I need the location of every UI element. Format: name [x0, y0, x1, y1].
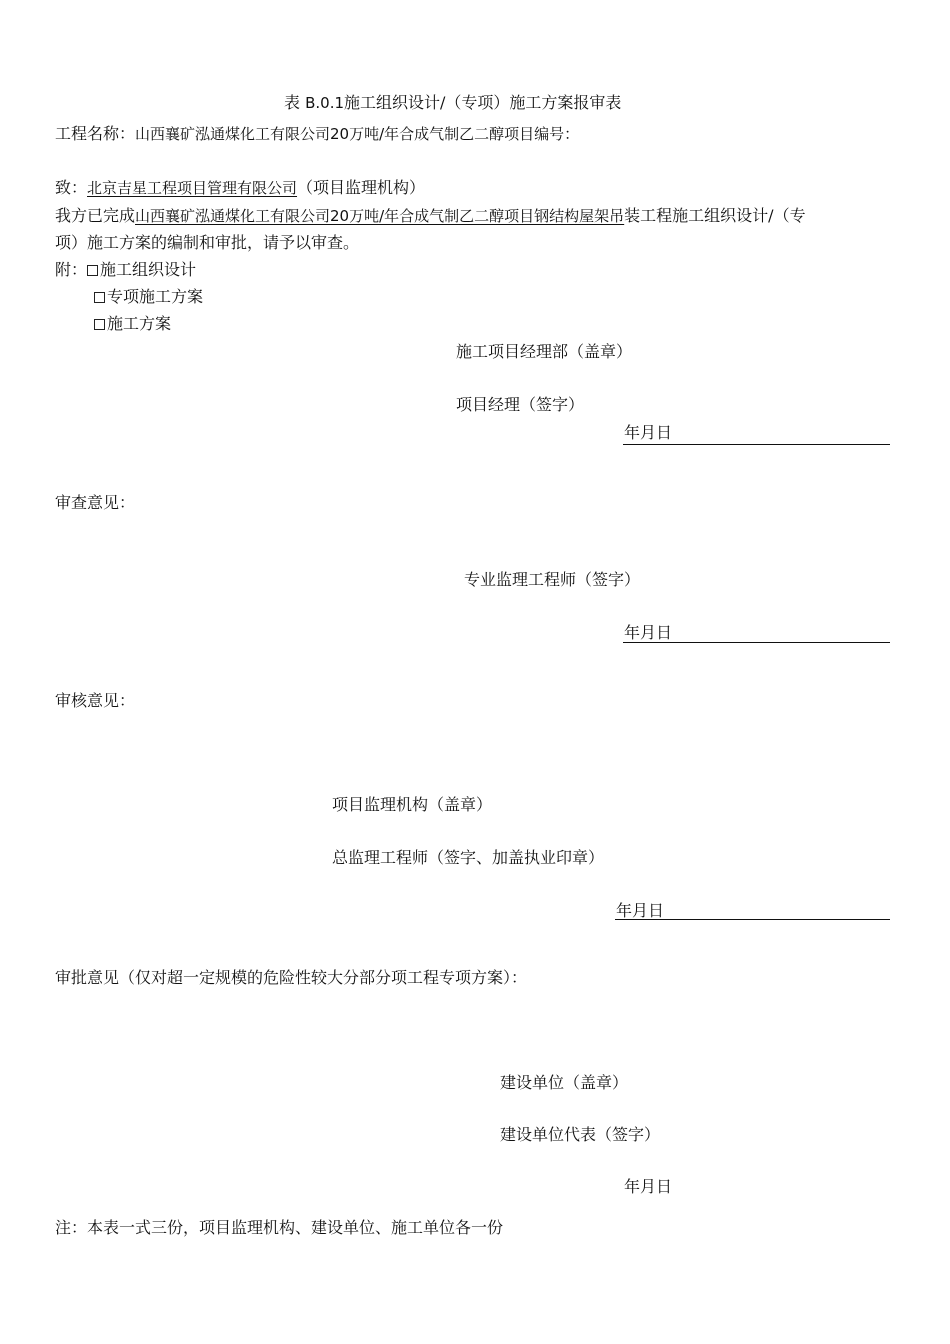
audit-opinion-label: 审核意见：: [55, 691, 136, 710]
attachment-label-construction-plan: 施工方案: [107, 314, 172, 333]
owner-rep-signature: 建设单位代表（签字）: [500, 1125, 661, 1144]
title-code: B.0.1: [305, 94, 345, 112]
audit-date-label: 年月日: [616, 901, 665, 920]
attachment-row-3: [94, 314, 171, 334]
chief-engineer-signature: 总监理工程师（签字、加盖执业印章）: [332, 848, 605, 867]
supervision-org-name: 北京吉星工程项目管理有限公司: [87, 179, 298, 197]
project-manager-signature: 项目经理（签字）: [456, 395, 585, 414]
statement-project-name: 山西襄矿泓通煤化工有限公司20万吨/年合成气制乙二醇项目钢结构屋架吊: [135, 207, 625, 225]
checkbox-construction-plan[interactable]: [94, 319, 105, 330]
supervision-org-seal: 项目监理机构（盖章）: [332, 795, 493, 814]
form-note: 注：本表一式三份，项目监理机构、建设单位、施工单位各一份: [55, 1218, 504, 1237]
statement-middle: 装工程施工组织设计/（专: [624, 206, 806, 225]
statement-prefix: 我方已完成: [55, 206, 136, 225]
project-name-value: 山西襄矿泓通煤化工有限公司20万吨/年合成气制乙二醇项目: [135, 125, 535, 143]
contractor-date-label: 年月日: [624, 423, 673, 442]
attachment-label-construction-design: 施工组织设计: [100, 260, 197, 279]
approval-date-label: 年月日: [624, 1177, 673, 1196]
title-prefix: 表: [284, 93, 306, 112]
contractor-dept-seal: 施工项目经理部（盖章）: [456, 342, 633, 361]
owner-unit-seal: 建设单位（盖章）: [500, 1073, 629, 1092]
project-name-label: 工程名称：: [55, 124, 136, 143]
checkbox-construction-design[interactable]: [87, 265, 98, 276]
review-date-line: [623, 642, 890, 643]
review-date-label: 年月日: [624, 623, 673, 642]
attachments-label: 附：: [55, 260, 88, 279]
title-text: 施工组织设计/（专项）施工方案报审表: [344, 93, 622, 112]
addressee-suffix: （项目监理机构）: [297, 178, 426, 197]
attachment-row-2: [94, 287, 203, 307]
contractor-date-line: [623, 444, 890, 445]
approval-opinion-label: 审批意见（仅对超一定规模的危险性较大分部分项工程专项方案）：: [55, 968, 528, 987]
addressee-row: [55, 178, 425, 198]
attachment-row-1: [55, 260, 196, 280]
audit-date-line: [615, 919, 890, 920]
form-title: [284, 93, 621, 113]
project-name-row: [55, 124, 579, 144]
project-number-label: 编号：: [534, 125, 580, 143]
checkbox-special-plan[interactable]: [94, 292, 105, 303]
review-opinion-label: 审查意见：: [55, 493, 136, 512]
statement-line-2: 项）施工方案的编制和审批，请予以审查。: [55, 233, 360, 252]
addressee-label: 致：: [55, 178, 88, 197]
attachment-label-special-plan: 专项施工方案: [107, 287, 204, 306]
specialist-engineer-signature: 专业监理工程师（签字）: [464, 570, 641, 589]
statement-line-1: [55, 206, 806, 226]
